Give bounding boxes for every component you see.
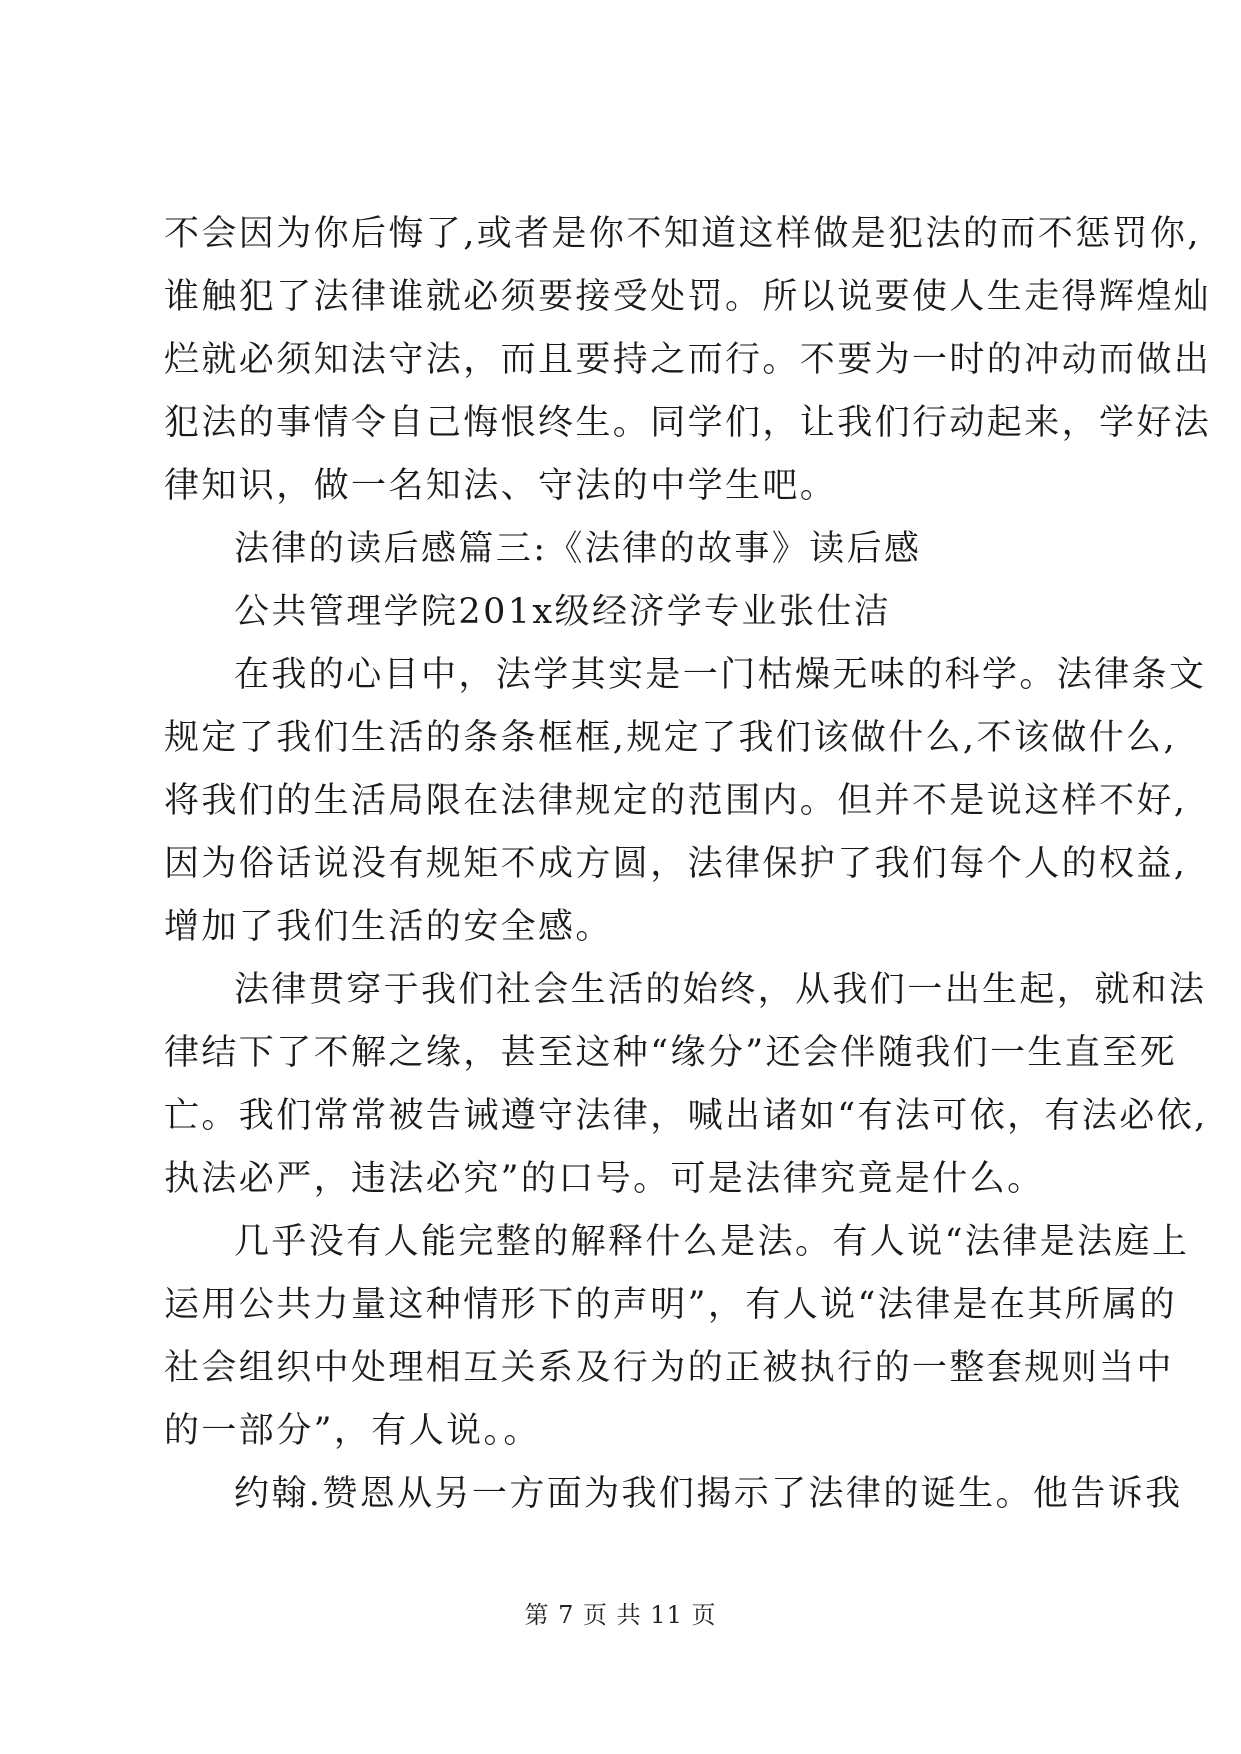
author-line: 公共管理学院201x级经济学专业张仕洁 (234, 592, 892, 632)
page-number-footer: 第 7 页 共 11 页 (524, 1601, 717, 1629)
body-line: 犯法的事情令自己悔恨终生。同学们，让我们行动起来，学好法 (164, 403, 1212, 443)
body-line: 约翰.赞恩从另一方面为我们揭示了法律的诞生。他告诉我 (234, 1474, 1183, 1514)
body-line: 将我们的生活局限在法律规定的范围内。但并不是说这样不好, (164, 781, 1188, 821)
body-line: 几乎没有人能完整的解释什么是法。有人说“法律是法庭上 (234, 1222, 1190, 1262)
body-line: 规定了我们生活的条条框框,规定了我们该做什么,不该做什么, (164, 718, 1177, 758)
body-line: 法律贯穿于我们社会生活的始终，从我们一出生起，就和法 (234, 970, 1207, 1010)
body-line: 烂就必须知法守法，而且要持之而行。不要为一时的冲动而做出 (164, 340, 1212, 380)
body-line: 的一部分”，有人说。。 (164, 1411, 541, 1451)
body-line: 律结下了不解之缘，甚至这种“缘分”还会伴随我们一生直至死 (164, 1033, 1177, 1073)
section-heading: 法律的读后感篇三:《法律的故事》读后感 (234, 529, 922, 569)
body-line: 不会因为你后悔了,或者是你不知道这样做是犯法的而不惩罚你, (164, 214, 1201, 254)
body-line: 亡。我们常常被告诫遵守法律，喊出诸如“有法可依，有法必依, (164, 1096, 1208, 1136)
body-line: 因为俗话说没有规矩不成方圆，法律保护了我们每个人的权益, (164, 844, 1188, 884)
body-line: 增加了我们生活的安全感。 (164, 907, 613, 947)
body-line: 谁触犯了法律谁就必须要接受处罚。所以说要使人生走得辉煌灿 (164, 277, 1212, 317)
body-line: 运用公共力量这种情形下的声明”，有人说“法律是在其所属的 (164, 1285, 1177, 1325)
body-line: 在我的心目中，法学其实是一门枯燥无味的科学。法律条文 (234, 655, 1207, 695)
body-line: 社会组织中处理相互关系及行为的正被执行的一整套规则当中 (164, 1348, 1174, 1388)
body-line: 执法必严，违法必究”的口号。可是法律究竟是什么。 (164, 1159, 1045, 1199)
body-line: 律知识，做一名知法、守法的中学生吧。 (164, 466, 838, 506)
